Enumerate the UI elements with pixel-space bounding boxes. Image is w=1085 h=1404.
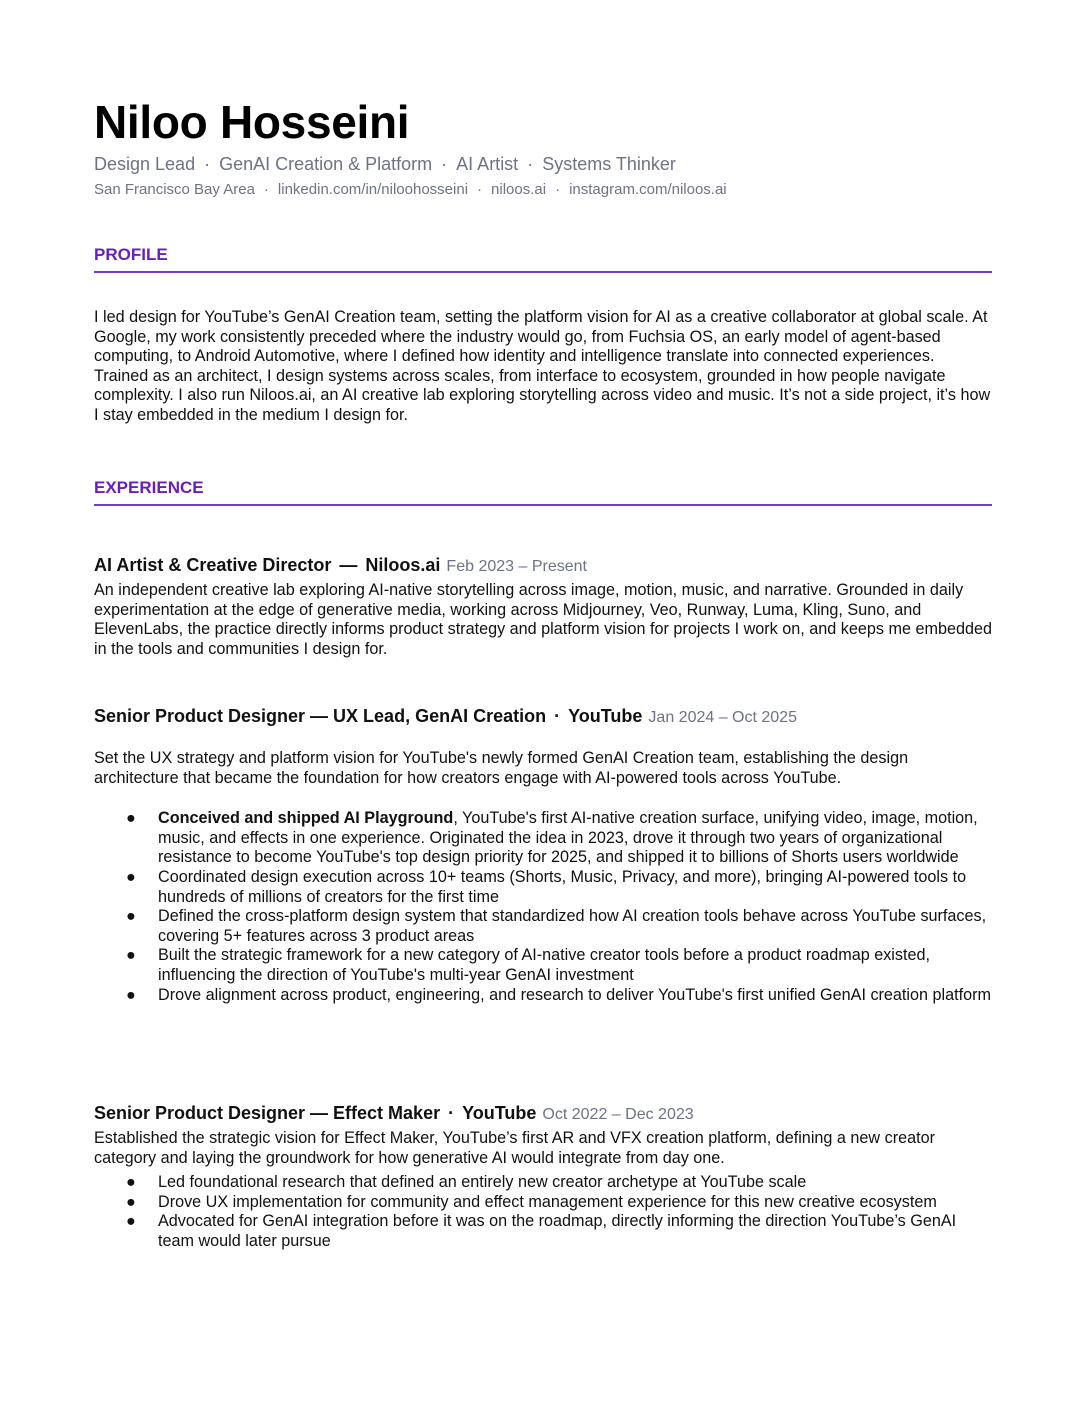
bullet-icon: ● bbox=[126, 1192, 136, 1211]
bullet-icon: ● bbox=[126, 946, 136, 965]
achievement-text: Led foundational research that defined an entirely new creator archetype at YouTube scale bbox=[158, 1173, 807, 1192]
bullet-icon: ● bbox=[126, 1212, 136, 1231]
separator: · bbox=[527, 154, 534, 174]
achievement-text: Defined the cross-platform design system that standardized how AI creation tools behave across YouTube surfaces, covering 5+ features across 3 product areas bbox=[158, 907, 987, 945]
achievement-item bbox=[94, 809, 992, 868]
linkedin-link[interactable]: linkedin.com/in/niloohosseini bbox=[277, 181, 469, 198]
job-dates: Oct 2022 – Dec 2023 bbox=[542, 1106, 694, 1123]
tagline bbox=[94, 152, 676, 176]
job-role: AI Artist & Creative Director bbox=[94, 555, 332, 575]
bullet-icon: ● bbox=[126, 809, 136, 828]
instagram-link[interactable]: instagram.com/niloos.ai bbox=[569, 181, 727, 198]
achievement-highlight: Conceived and shipped AI Playground bbox=[158, 809, 454, 828]
tagline-item: Design Lead bbox=[94, 154, 196, 174]
tagline-item: AI Artist bbox=[456, 154, 519, 174]
job-role: Senior Product Designer — Effect Maker bbox=[94, 1103, 441, 1123]
achievement-item bbox=[94, 1173, 992, 1193]
connector: · bbox=[448, 1103, 455, 1123]
achievement-text: Advocated for GenAI integration before it was on the roadmap, directly informing the direction YouTube’s GenAI team would later pursue bbox=[158, 1212, 957, 1250]
profile-summary: I led design for YouTube’s GenAI Creation team, setting the platform vision for AI as a creative collaborator at global scale. At Google, my work consistently preceded where the industry would go, from Fuchsia OS, an early model of agent-based computing, to Android Automotive, where I defined how identity and intelligence translate into connected experiences. Trained as an architect, I design systems across scales, from interface to ecosystem, grounded in how people navigate complexity. I also run Niloos.ai, an AI creative lab exploring storytelling across video and music. It’s not a side project, it’s how I stay embedded in the medium I design for. bbox=[94, 308, 991, 424]
job-description: An independent creative lab exploring AI-native storytelling across image, motion, music, and narrative. Grounded in daily experimentation at the edge of generative media, working across Midjourney, Veo, Runway, Luma, Kling, Suno, and ElevenLabs, the practice directly informs product strategy and platform vision for projects I work on, and keeps me embedded in the tools and communities I design for. bbox=[94, 581, 992, 658]
separator: · bbox=[441, 154, 448, 174]
achievement-text: Coordinated design execution across 10+ teams (Shorts, Music, Privacy, and more), bringing AI-powered tools to hundreds of millions of creators for the first time bbox=[158, 867, 967, 906]
experience-entry-youtube-genai bbox=[94, 704, 992, 1005]
achievement-item bbox=[94, 907, 992, 946]
experience-entry-youtube-effect-maker bbox=[94, 1101, 992, 1252]
job-role: Senior Product Designer — UX Lead, GenAI Creation bbox=[94, 706, 547, 726]
job-dates: Feb 2023 – Present bbox=[446, 558, 587, 575]
job-company: Niloos.ai bbox=[365, 555, 441, 575]
achievement-text: Built the strategic framework for a new category of AI-native creator tools before a product roadmap existed, influencing the direction of YouTube's multi-year GenAI investment bbox=[158, 946, 930, 984]
achievement-item bbox=[94, 868, 992, 907]
experience-heading: EXPERIENCE bbox=[94, 476, 992, 506]
bullet-icon: ● bbox=[126, 907, 136, 926]
bullet-icon: ● bbox=[126, 867, 136, 886]
candidate-name: Niloo Hosseini bbox=[94, 96, 410, 148]
website-link[interactable]: niloos.ai bbox=[491, 181, 547, 198]
bullet-icon: ● bbox=[126, 1173, 136, 1192]
achievement-item bbox=[94, 1193, 992, 1213]
separator: · bbox=[204, 154, 211, 174]
achievement-text: , YouTube's first AI-native creation surface, unifying video, image, motion, music, and effects in one experience. Originated the idea in 2023, drove it through two years of organizational resistance to become YouTube's top design priority for 2025, and shipped it to billions of Shorts users worldwide bbox=[158, 809, 978, 867]
connector: · bbox=[554, 706, 561, 726]
separator: · bbox=[555, 181, 561, 198]
job-company: YouTube bbox=[462, 1103, 537, 1123]
job-description: Set the UX strategy and platform vision for YouTube's newly formed GenAI Creation team, establishing the design architecture that became the foundation for how creators engage with AI-powered tools across YouTube. bbox=[94, 749, 909, 787]
achievement-text: Drove UX implementation for community and effect management experience for this new creative ecosystem bbox=[158, 1192, 937, 1211]
achievement-item bbox=[94, 986, 992, 1006]
tagline-item: GenAI Creation & Platform bbox=[219, 154, 433, 174]
job-header bbox=[94, 553, 992, 579]
connector: — bbox=[339, 555, 358, 575]
job-header bbox=[94, 704, 992, 730]
achievement-item bbox=[94, 946, 992, 985]
separator: · bbox=[477, 181, 483, 198]
bullet-icon: ● bbox=[126, 985, 136, 1004]
experience-entry-niloos bbox=[94, 553, 992, 659]
tagline-item: Systems Thinker bbox=[542, 154, 676, 174]
job-company: YouTube bbox=[568, 706, 643, 726]
separator: · bbox=[263, 181, 269, 198]
achievements-list bbox=[94, 1173, 992, 1251]
job-header bbox=[94, 1101, 992, 1127]
contact-line bbox=[94, 180, 727, 200]
achievement-item bbox=[94, 1212, 992, 1251]
achievements-list bbox=[94, 809, 992, 1005]
job-dates: Jan 2024 – Oct 2025 bbox=[648, 709, 797, 726]
profile-heading: PROFILE bbox=[94, 243, 992, 273]
location: San Francisco Bay Area bbox=[94, 181, 255, 198]
job-description: Established the strategic vision for Effect Maker, YouTube’s first AR and VFX creation platform, defining a new creator category and laying the groundwork for how generative AI would integrate from day one. bbox=[94, 1129, 935, 1167]
achievement-text: Drove alignment across product, engineering, and research to deliver YouTube's first unified GenAI creation platform bbox=[158, 985, 992, 1004]
